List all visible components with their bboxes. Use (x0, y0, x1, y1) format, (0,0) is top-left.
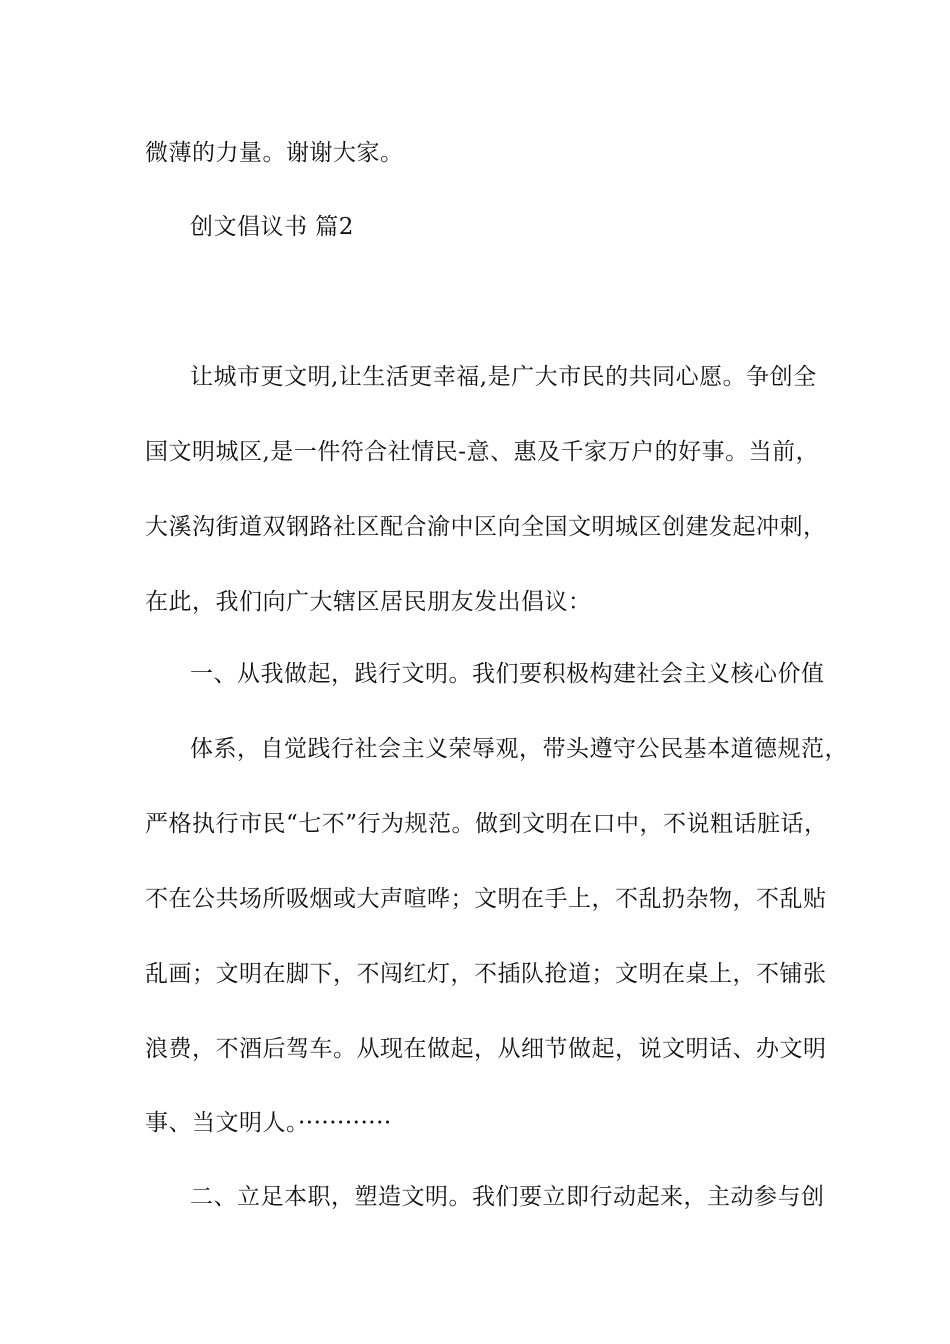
paragraph-line: 国文明城区,是一件符合社情民-意、惠及千家万户的好事。当前， (145, 439, 820, 465)
paragraph-line: 乱画；文明在脚下，不闯红灯，不插队抢道；文明在桌上，不铺张 (145, 961, 827, 987)
paragraph-line: 严格执行市民“七不”行为规范。做到文明在口中，不说粗话脏话， (145, 811, 828, 837)
section-heading: 创文倡议书 篇2 (190, 214, 354, 240)
paragraph-line: 让城市更文明,让生活更幸福,是广大市民的共同心愿。争创全 (190, 364, 817, 390)
paragraph-line: 一、从我做起，践行文明。我们要积极构建社会主义核心价值 (190, 661, 825, 687)
paragraph-line: 大溪沟街道双钢路社区配合渝中区向全国文明城区创建发起冲刺， (145, 514, 827, 540)
paragraph-line: 事、当文明人。············ (145, 1110, 392, 1136)
paragraph-line: 体系，自觉践行社会主义荣辱观，带头遵守公民基本道德规范， (190, 736, 848, 762)
paragraph-line: 不在公共场所吸烟或大声喧哗；文明在手上，不乱扔杂物，不乱贴 (145, 886, 827, 912)
paragraph-line: 浪费，不酒后驾车。从现在做起，从细节做起，说文明话、办文明 (145, 1036, 827, 1062)
paragraph-line: 二、立足本职，塑造文明。我们要立即行动起来，主动参与创 (190, 1184, 825, 1210)
paragraph-line: 在此，我们向广大辖区居民朋友发出倡议： (145, 589, 592, 615)
paragraph-line: 微薄的力量。谢谢大家。 (145, 140, 404, 166)
